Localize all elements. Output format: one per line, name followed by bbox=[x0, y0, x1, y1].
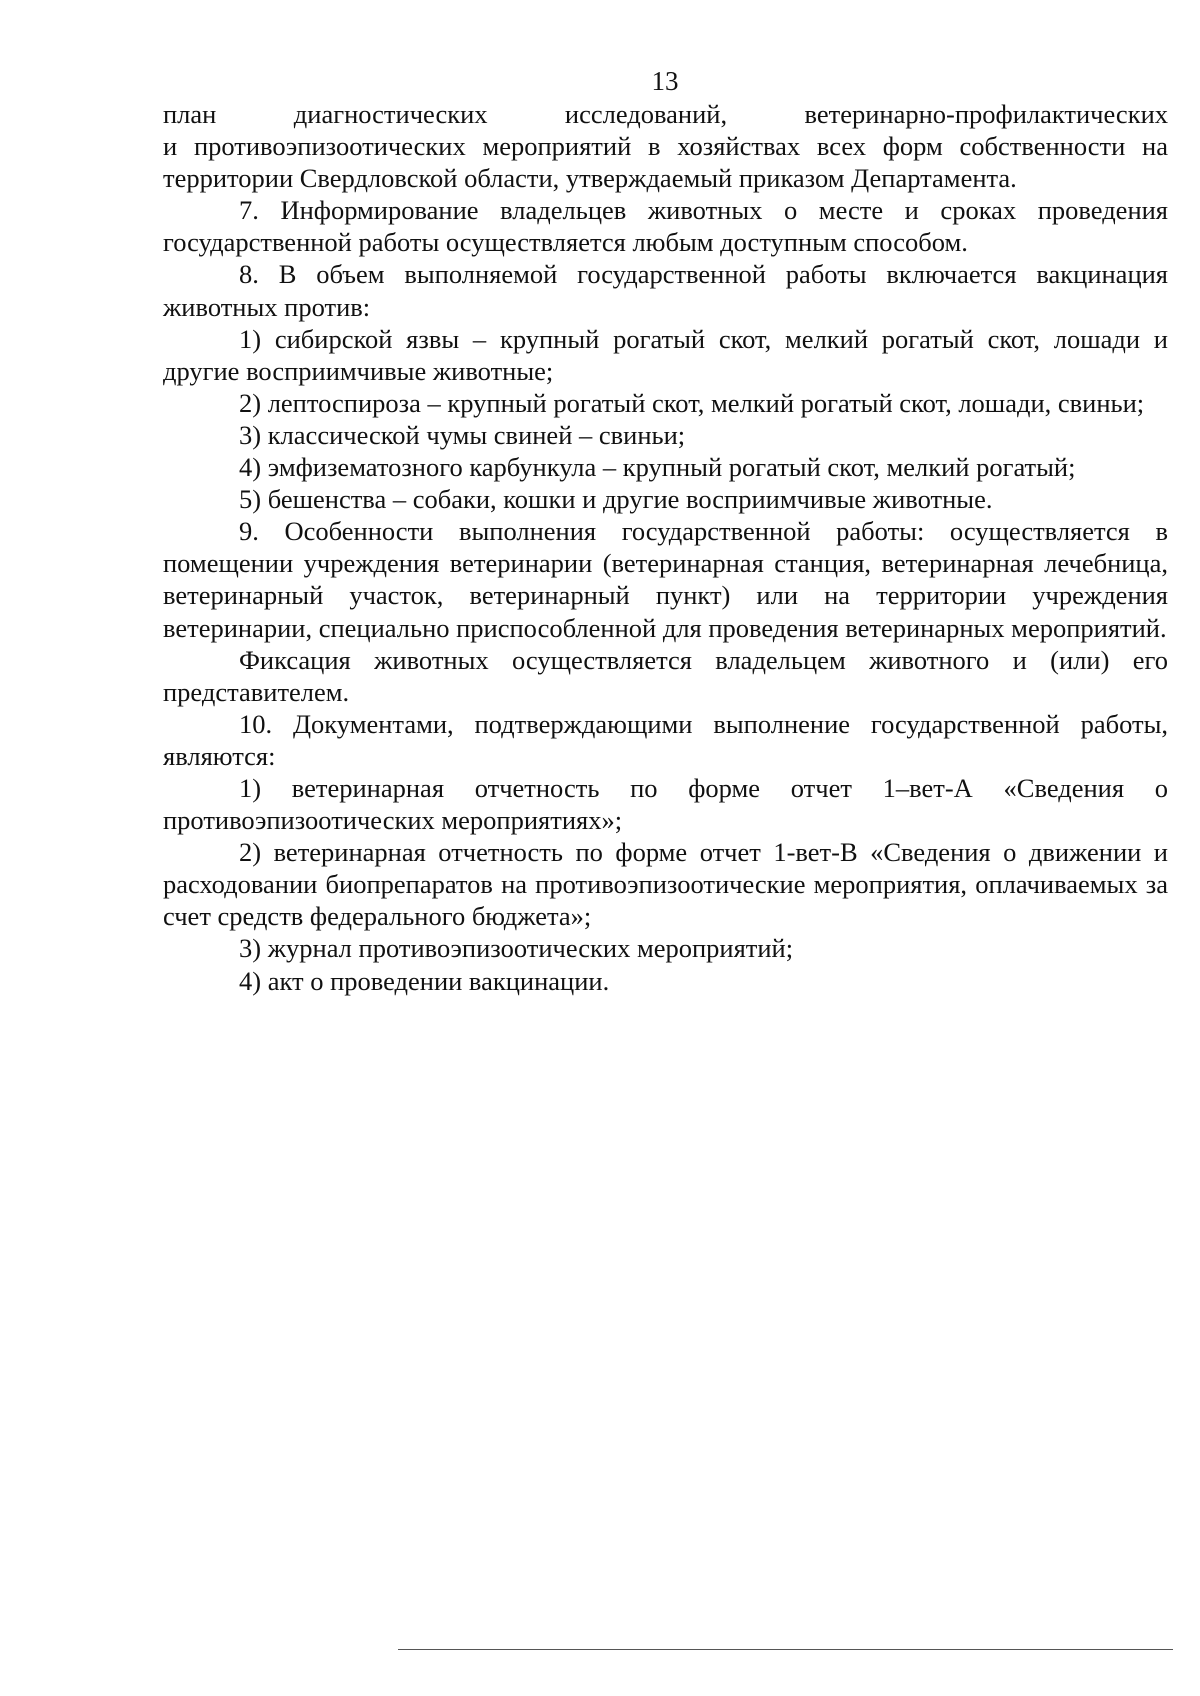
list-item-blackleg: 4) эмфизематозного карбункула – крупный рогатый скот, мелкий рогатый; bbox=[239, 452, 1076, 483]
list-item-report-1-vet-a: 1) ветеринарная отчетность по форме отчет 1–вет-А «Сведения о противоэпизоотических мероприятиях»; bbox=[163, 772, 1168, 836]
paragraph-continuation-first-line: план диагностических исследований, ветеринарно-профилактических bbox=[163, 99, 1168, 129]
list-item-swine-fever: 3) классической чумы свиней – свиньи; bbox=[239, 419, 686, 450]
document-body bbox=[163, 98, 1168, 997]
list-item-leptospirosis: 2) лептоспироза – крупный рогатый скот, мелкий рогатый скот, лошади, свиньи; bbox=[239, 387, 1145, 418]
paragraph-continuation-rest: и противоэпизоотических мероприятий в хозяйствах всех форм собственности на территории Свердловской области, утверждаемый приказом Департамента. bbox=[163, 131, 1168, 194]
list-item-rabies: 5) бешенства – собаки, кошки и другие восприимчивые животные. bbox=[239, 484, 993, 515]
paragraph-item-10-documents: 10. Документами, подтверждающими выполнение государственной работы, являются: bbox=[163, 708, 1168, 771]
footer-rule bbox=[398, 1649, 1173, 1650]
paragraph-item-7-informing-owners: 7. Информирование владельцев животных о месте и сроках проведения государственной работы осуществляется любым доступным способом. bbox=[163, 195, 1168, 258]
list-item-anthrax: 1) сибирской язвы – крупный рогатый скот, мелкий рогатый скот, лошади и другие восприимчивые животные; bbox=[163, 323, 1168, 386]
paragraph-item-8-vaccination-scope: 8. В объем выполняемой государственной работы включается вакцинация животных против: bbox=[163, 259, 1168, 322]
list-item-vaccination-act: 4) акт о проведении вакцинации. bbox=[239, 965, 610, 996]
paragraph-item-9-work-features: 9. Особенности выполнения государственной работы: осуществляется в помещении учреждения ветеринарии (ветеринарная станция, ветеринарная лечебница, ветеринарный участок, ветеринарный пункт) или на территории учреждения ветеринарии, специально приспособленной для проведения ветеринарных мероприятий. bbox=[163, 516, 1168, 643]
list-item-journal: 3) журнал противоэпизоотических мероприятий; bbox=[239, 933, 794, 964]
paragraph-animal-fixation: Фиксация животных осуществляется владельцем животного и (или) его представителем. bbox=[163, 644, 1168, 707]
page-number: 13 bbox=[651, 66, 679, 96]
list-item-report-1-vet-v: 2) ветеринарная отчетность по форме отчет 1-вет-В «Сведения о движении и расходовании биопрепаратов на противоэпизоотические мероприятия, оплачиваемых за счет средств федерального бюджета»; bbox=[163, 837, 1168, 932]
